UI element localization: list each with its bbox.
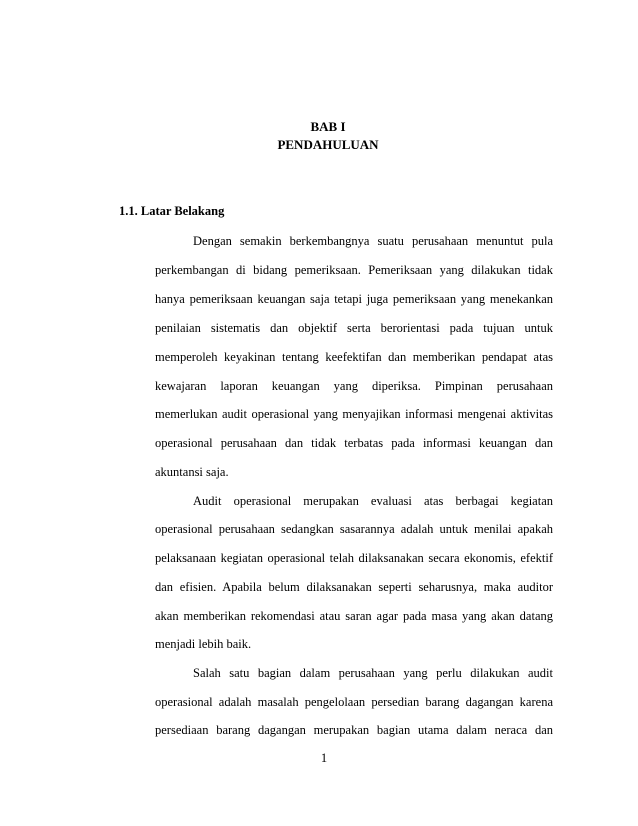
paragraph-line: menjadi lebih baik. <box>155 637 252 651</box>
paragraph-line: penilaian sistematis dan objektif serta berorientasi pada tujuan untuk <box>155 321 553 335</box>
page-number: 1 <box>320 751 328 765</box>
paragraph-line: akan memberikan rekomendasi atau saran agar pada masa yang akan datang <box>155 609 553 623</box>
chapter-title: PENDAHULUAN <box>277 137 379 152</box>
chapter-number: BAB I <box>310 119 346 134</box>
paragraph-line: kewajaran laporan keuangan yang diperiksa. Pimpinan perusahaan <box>155 379 553 393</box>
section-heading: 1.1. Latar Belakang <box>119 204 225 218</box>
paragraph-line: pelaksanaan kegiatan operasional telah dilaksanakan secara ekonomis, efektif <box>155 551 553 565</box>
paragraph-line: memperoleh keyakinan tentang keefektifan dan memberikan pendapat atas <box>155 350 553 364</box>
paragraph-line: persediaan barang dagangan merupakan bagian utama dalam neraca dan <box>155 723 553 737</box>
paragraph-line: operasional perusahaan dan tidak terbatas pada informasi keuangan dan <box>155 436 553 450</box>
paragraph-line: operasional adalah masalah pengelolaan persedian barang dagangan karena <box>155 695 553 709</box>
paragraph-line: perkembangan di bidang pemeriksaan. Pemeriksaan yang dilakukan tidak <box>155 263 553 277</box>
paragraph-line: akuntansi saja. <box>155 465 229 479</box>
paragraph-line: operasional perusahaan sedangkan sasarannya adalah untuk menilai apakah <box>155 522 553 536</box>
paragraph-line: dan efisien. Apabila belum dilaksanakan seperti seharusnya, maka auditor <box>155 580 553 594</box>
paragraph-line: Salah satu bagian dalam perusahaan yang perlu dilakukan audit <box>193 666 553 680</box>
paragraph-line: Audit operasional merupakan evaluasi atas berbagai kegiatan <box>193 494 553 508</box>
paragraph-line: memerlukan audit operasional yang menyajikan informasi mengenai aktivitas <box>155 407 553 421</box>
paragraph-line: hanya pemeriksaan keuangan saja tetapi juga pemeriksaan yang menekankan <box>155 292 553 306</box>
paragraph-line: Dengan semakin berkembangnya suatu perusahaan menuntut pula <box>193 234 553 248</box>
